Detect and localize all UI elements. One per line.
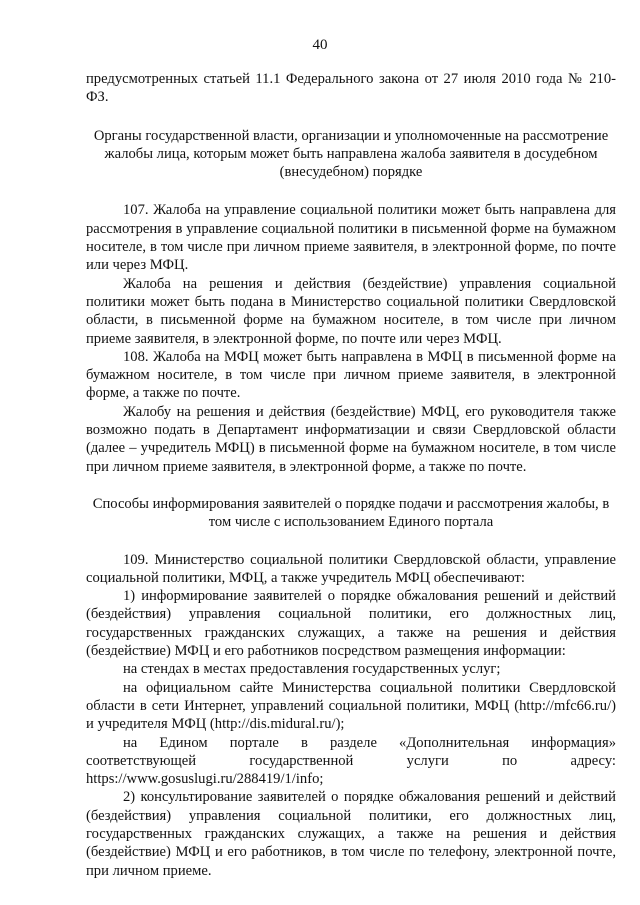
paragraph-107: 107. Жалоба на управление социальной политики может быть направлена для рассмотрения в управление социальной политики в письменной форме на бумажном носителе, в том числе при личном приеме заявителя, в электронной форме, по почте или через МФЦ.: [86, 202, 616, 274]
paragraph-109-portal: на Едином портале в разделе «Дополнительная информация» соответствующей государственной услуги по адресу: https://www.gosuslugi.ru/288419/1/info;: [86, 734, 616, 788]
paragraph-109-stands: на стендах в местах предоставления государственных услуг;: [123, 661, 501, 678]
paragraph-107-ministry: Жалоба на решения и действия (бездействие) управления социальной политики может быть подана в Министерство социальной политики Свердловской области, в письменной форме на бумажном носителе, в том числе при личном приеме заявителя, в электронной форме, по почте или через МФЦ.: [86, 275, 616, 347]
paragraph-109-item-1: 1) информирование заявителей о порядке обжалования решений и действий (бездействия) управления социальной политики, его должностных лиц, государственных гражданских служащих, а также на решения и действия (бездействие) МФЦ и его работников посредством размещения информации:: [86, 588, 616, 660]
intro-paragraph: предусмотренных статьей 11.1 Федерального закона от 27 июля 2010 года № 210-ФЗ.: [86, 71, 616, 106]
page-content: [86, 70, 616, 880]
section-heading-complaint-bodies: Органы государственной власти, организации и уполномоченные на рассмотрение жалобы лица, которым может быть направлена жалоба заявителя в досудебном (внесудебном) порядке: [93, 127, 609, 181]
paragraph-109-website: на официальном сайте Министерства социальной политики Свердловской области в сети Интернет, управлений социальной политики, МФЦ (http://mfc66.ru/) и учредителя МФЦ (http://dis.midural.ru/);: [86, 679, 616, 733]
paragraph-108: 108. Жалоба на МФЦ может быть направлена в МФЦ в письменной форме на бумажном носителе, в том числе при личном приеме заявителя, в электронной форме, а также по почте.: [86, 348, 616, 402]
paragraph-109-item-2: 2) консультирование заявителей о порядке обжалования решений и действий (бездействия) управления социальной политики, его должностных лиц, государственных гражданских служащих, а также на решения и действия (бездействие) МФЦ и его работников, в том числе по телефону, электронной почте, при личном приеме.: [86, 789, 616, 879]
page-number: 40: [312, 37, 328, 53]
paragraph-108-department: Жалобу на решения и действия (бездействие) МФЦ, его руководителя также возможно подать в Департамент информатизации и связи Свердловской области (далее – учредитель МФЦ) в письменной форме на бумажном носителе, в том числе при личном приеме заявителя, в электронной форме, а также по почте.: [86, 403, 616, 475]
section-heading-informing-methods: Способы информирования заявителей о порядке подачи и рассмотрения жалобы, в том числе с использованием Единого портала: [92, 495, 610, 531]
paragraph-109: 109. Министерство социальной политики Свердловской области, управление социальной политики, МФЦ, а также учредитель МФЦ обеспечивают:: [86, 551, 616, 586]
